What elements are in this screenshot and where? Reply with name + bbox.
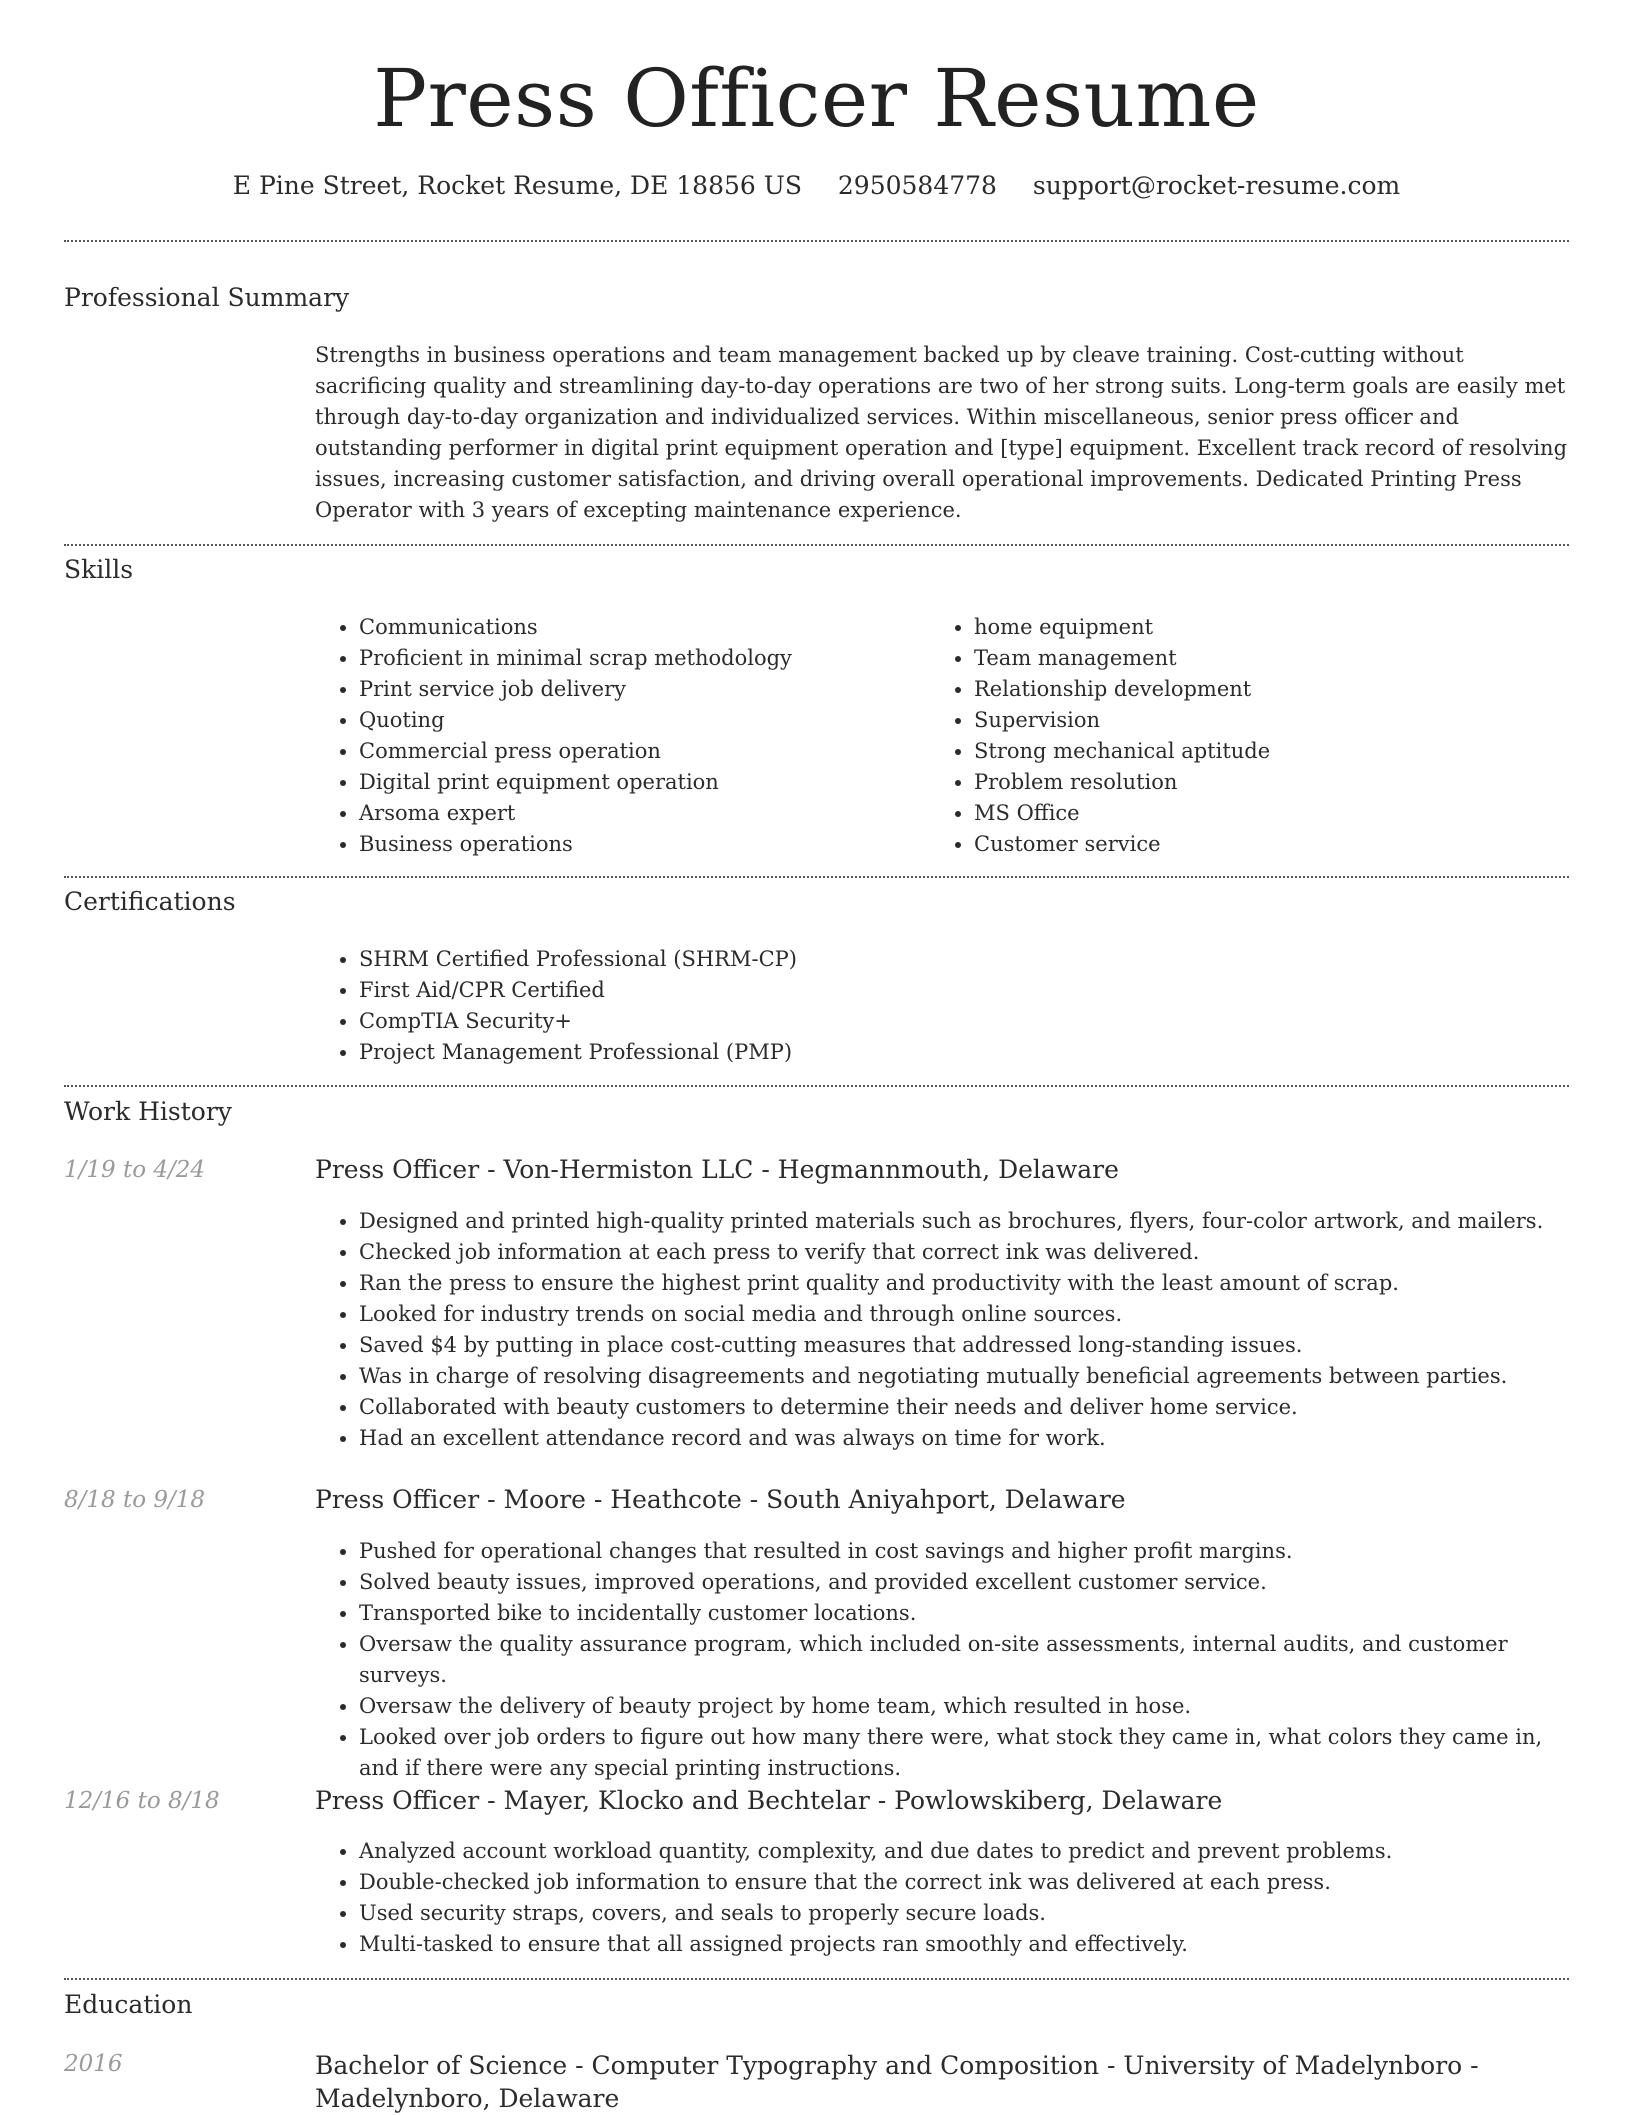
skill-item: • Communications xyxy=(359,612,915,643)
contact-email: support@rocket-resume.com xyxy=(1032,171,1401,200)
skill-item: • Strong mechanical aptitude xyxy=(974,736,1530,767)
certification-item: • CompTIA Security+ xyxy=(359,1006,1569,1037)
skill-item: • Commercial press operation xyxy=(359,736,915,767)
skills-list-left xyxy=(315,612,915,860)
job-duty: • Oversaw the quality assurance program, which included on-site assessments, internal audits, and customer surveys. xyxy=(359,1629,1569,1691)
skill-item: • MS Office xyxy=(974,798,1530,829)
job-duty: • Checked job information at each press to verify that correct ink was delivered. xyxy=(359,1237,1569,1268)
skill-item: • Relationship development xyxy=(974,674,1530,705)
job-duties xyxy=(315,1536,1569,1784)
job-duties-list xyxy=(315,1836,1569,1960)
skills-list-right xyxy=(930,612,1530,860)
skill-item: • Print service job delivery xyxy=(359,674,915,705)
education-year: 2016 xyxy=(64,2051,123,2077)
certifications-section xyxy=(315,944,1569,1068)
certification-item: • SHRM Certified Professional (SHRM-CP) xyxy=(359,944,1569,975)
job-duty: • Used security straps, covers, and seals to properly secure loads. xyxy=(359,1898,1569,1929)
divider xyxy=(64,1085,1569,1087)
skill-item: • Quoting xyxy=(359,705,915,736)
contact-phone: 2950584778 xyxy=(837,171,997,200)
job-duty: • Saved $4 by putting in place cost-cutting measures that addressed long-standing issues. xyxy=(359,1330,1569,1361)
skill-item: • home equipment xyxy=(974,612,1530,643)
job-dates: 1/19 to 4/24 xyxy=(64,1157,206,1183)
job-duty: • Oversaw the delivery of beauty project by home team, which resulted in hose. xyxy=(359,1691,1569,1722)
education-degree: Bachelor of Science - Computer Typography and Composition - University of Madelynboro - Madelynboro, Delaware xyxy=(315,2051,1479,2113)
skill-item: • Problem resolution xyxy=(974,767,1530,798)
certification-item: • Project Management Professional (PMP) xyxy=(359,1037,1569,1068)
summary-section xyxy=(315,340,1569,526)
contact-line xyxy=(64,171,1569,200)
skills-column-right xyxy=(930,612,1530,860)
skill-item: • Team management xyxy=(974,643,1530,674)
job-duty: • Analyzed account workload quantity, complexity, and due dates to predict and prevent problems. xyxy=(359,1836,1569,1867)
job-duty: • Double-checked job information to ensure that the correct ink was delivered at each press. xyxy=(359,1867,1569,1898)
skills-column-left xyxy=(315,612,915,860)
divider xyxy=(64,544,1569,546)
job-title: Press Officer - Moore - Heathcote - South Aniyahport, Delaware xyxy=(315,1485,1126,1514)
job-duty: • Looked over job orders to figure out how many there were, what stock they came in, what colors they came in, and if there were any special printing instructions. xyxy=(359,1722,1569,1784)
job-dates: 12/16 to 8/18 xyxy=(64,1788,220,1814)
summary-text: Strengths in business operations and team management backed up by cleave training. Cost-cutting without sacrificing quality and streamlining day-to-day operations are two of her strong suits. Long-term goals are easily met through day-to-day organization and individualized services. Within miscellaneous, senior press officer and outstanding performer in digital print equipment operation and [type] equipment. Excellent track record of resolving issues, increasing customer satisfaction, and driving overall operational improvements. Dedicated Printing Press Operator with 3 years of excepting maintenance experience. xyxy=(315,343,1568,522)
section-heading-summary: Professional Summary xyxy=(64,283,350,312)
skill-item: • Arsoma expert xyxy=(359,798,915,829)
job-duties xyxy=(315,1206,1569,1454)
skill-item: • Business operations xyxy=(359,829,915,860)
skill-item: • Proficient in minimal scrap methodology xyxy=(359,643,915,674)
job-duty: • Multi-tasked to ensure that all assigned projects ran smoothly and effectively. xyxy=(359,1929,1569,1960)
job-duty: • Had an excellent attendance record and was always on time for work. xyxy=(359,1423,1569,1454)
section-heading-skills: Skills xyxy=(64,555,134,584)
job-duty: • Ran the press to ensure the highest print quality and productivity with the least amount of scrap. xyxy=(359,1268,1569,1299)
certifications-list xyxy=(315,944,1569,1068)
job-dates: 8/18 to 9/18 xyxy=(64,1487,206,1513)
divider xyxy=(64,876,1569,878)
section-heading-work-history: Work History xyxy=(64,1097,232,1126)
section-heading-education: Education xyxy=(64,1990,193,2019)
resume-title: Press Officer Resume xyxy=(373,52,1260,145)
certification-item: • First Aid/CPR Certified xyxy=(359,975,1569,1006)
job-duty: • Collaborated with beauty customers to determine their needs and deliver home service. xyxy=(359,1392,1569,1423)
job-duty: • Pushed for operational changes that resulted in cost savings and higher profit margins. xyxy=(359,1536,1569,1567)
job-duty: • Solved beauty issues, improved operations, and provided excellent customer service. xyxy=(359,1567,1569,1598)
skill-item: • Customer service xyxy=(974,829,1530,860)
contact-address: E Pine Street, Rocket Resume, DE 18856 US xyxy=(232,171,802,200)
job-duty: • Transported bike to incidentally customer locations. xyxy=(359,1598,1569,1629)
job-duty: • Was in charge of resolving disagreements and negotiating mutually beneficial agreements between parties. xyxy=(359,1361,1569,1392)
job-title: Press Officer - Von-Hermiston LLC - Hegmannmouth, Delaware xyxy=(315,1155,1119,1184)
job-duty: • Designed and printed high-quality printed materials such as brochures, flyers, four-color artwork, and mailers. xyxy=(359,1206,1569,1237)
section-heading-certifications: Certifications xyxy=(64,887,236,916)
skill-item: • Digital print equipment operation xyxy=(359,767,915,798)
skill-item: • Supervision xyxy=(974,705,1530,736)
skills-section xyxy=(315,612,1569,862)
job-duty: • Looked for industry trends on social media and through online sources. xyxy=(359,1299,1569,1330)
job-duties xyxy=(315,1836,1569,1960)
job-duties-list xyxy=(315,1536,1569,1784)
job-duties-list xyxy=(315,1206,1569,1454)
divider xyxy=(64,1978,1569,1980)
job-title: Press Officer - Mayer, Klocko and Bechtelar - Powlowskiberg, Delaware xyxy=(315,1786,1223,1815)
divider xyxy=(64,240,1569,242)
